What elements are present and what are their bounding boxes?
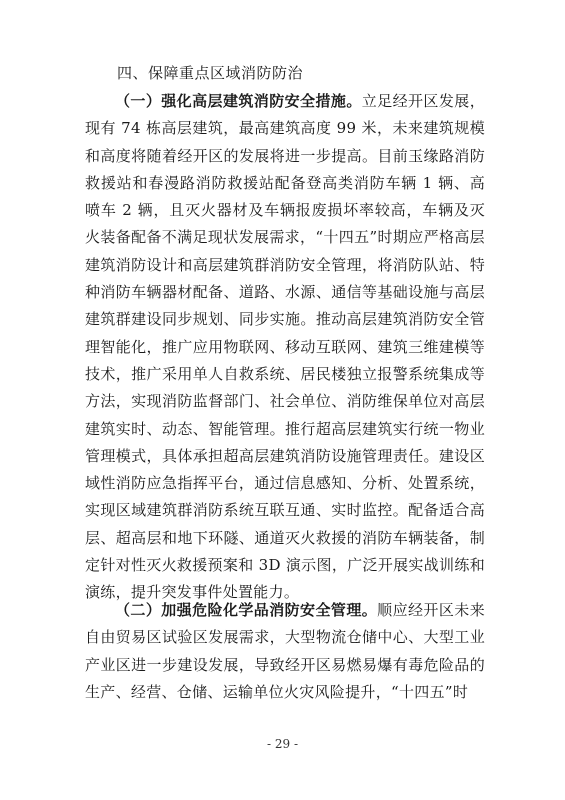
paragraph-high-rise-fire-safety <box>85 88 485 607</box>
paragraph-hazardous-chemicals <box>85 597 485 706</box>
section-heading: 四、保障重点区域消防防治 <box>117 64 304 82</box>
paragraph-body: 立足经开区发展，现有 74 栋高层建筑，最高建筑高度 99 米，未来建筑规模和高度将随着经开区的发展将进一步提高。目前玉缘路消防救援站和春漫路消防救援站配备登高类消防车辆 1 辆、高喷车 2 辆，且灭火器材及车辆报废损坏率较高，车辆及灭火装备配备不满足现状发展需求，“十四五”时期应严格高层建筑消防设计和高层建筑群消防安全管理，将消防队站、特种消防车辆器材配备、道路、水源、通信等基础设施与高层建筑群建设同步规划、同步实施。推动高层建筑消防安全管理智能化，推广应用物联网、移动互联网、建筑三维建模等技术，推广采用单人自救系统、居民楼独立报警系统集成等方法，实现消防监督部门、社会单位、消防维保单位对高层建筑实时、动态、智能管理。推行超高层建筑实行统一物业管理模式，具体承担超高层建筑消防设施管理责任。建设区域性消防应急指挥平台，通过信息感知、分析、处置系统，实现区域建筑群消防系统互联互通、实时监控。配备适合高层、超高层和地下环隧、通道灭火救援的消防车辆装备，制定针对性灭火救援预案和 3D 演示图，广泛开展实战训练和演练，提升突发事件处置能力。 <box>85 92 485 602</box>
paragraph-lead: （一）强化高层建筑消防安全措施。 <box>115 92 362 110</box>
paragraph-body: 顺应经开区未来自由贸易区试验区发展需求，大型物流仓储中心、大型工业产业区进一步建设发展，导致经开区易燃易爆有毒危险品的生产、经营、仓储、运输单位火灾风险提升，“十四五”时 <box>85 601 485 701</box>
page-number: - 29 - <box>266 737 298 751</box>
paragraph-lead: （二）加强危险化学品消防安全管理。 <box>115 601 378 619</box>
